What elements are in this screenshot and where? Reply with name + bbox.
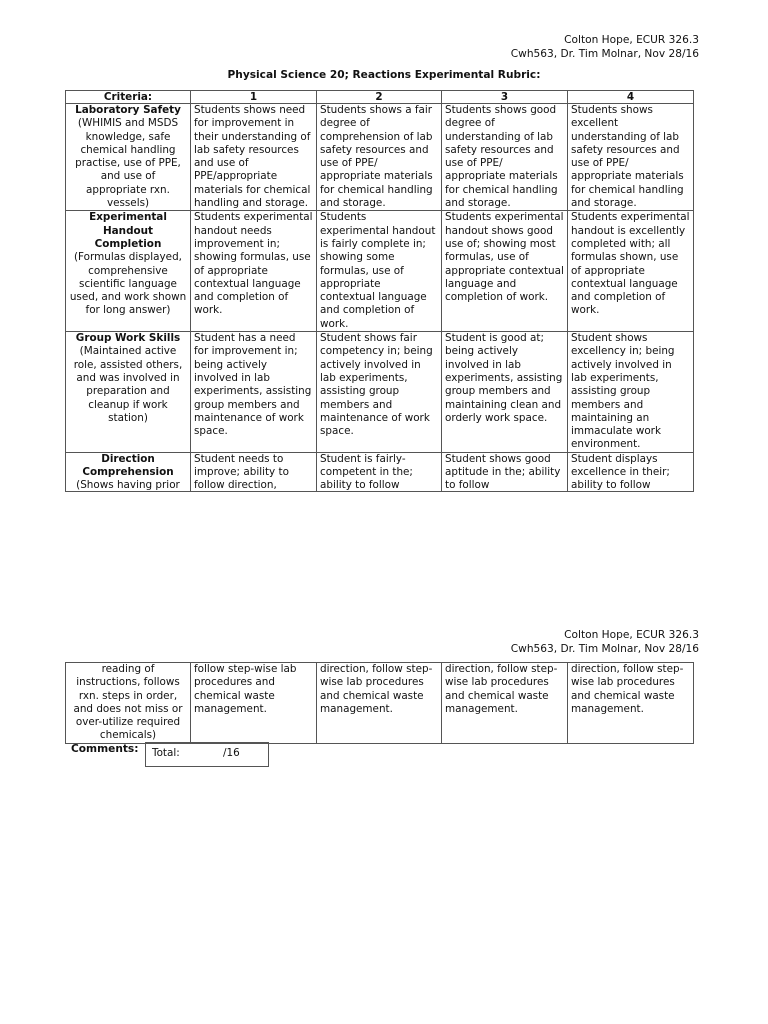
level-1-text: Student needs to improve; ability to follow direction,	[194, 452, 289, 491]
level-2-cell: direction, follow step-wise lab procedures and chemical waste management.	[317, 663, 442, 744]
level-4-cell: direction, follow step-wise lab procedures and chemical waste management.	[568, 663, 694, 744]
header-id-instructor-date: Cwh563, Dr. Tim Molnar, Nov 28/16	[510, 643, 699, 655]
col-header-level-1: 1	[191, 91, 317, 104]
rubric-table-continued	[65, 662, 694, 744]
table-row	[66, 332, 694, 453]
page2-header	[511, 628, 699, 656]
table-row	[66, 104, 694, 211]
criteria-cell	[66, 332, 191, 453]
criteria-description: (Formulas displayed, comprehensive scientific language used, and work shown for long answer)	[69, 251, 187, 317]
level-2-cell: Students experimental handout is fairly complete in; showing some formulas, use of appropriate contextual language and completion of work.	[317, 211, 442, 332]
criteria-cell	[66, 104, 191, 211]
criteria-description: (Maintained active role, assisted others, and was involved in preparation and cleanup if work station)	[73, 345, 183, 424]
rubric-table	[65, 90, 694, 492]
col-header-level-3: 3	[442, 91, 568, 104]
total-label: Total:	[152, 747, 180, 759]
col-header-level-2: 2	[317, 91, 442, 104]
level-2-cell	[317, 452, 442, 491]
level-3-text: Student shows good aptitude in the; ability to follow	[445, 452, 561, 491]
table-row	[66, 211, 694, 332]
level-4-cell: Student shows excellency in; being actively involved in lab experiments, assisting group members and maintaining an immaculate work environment.	[568, 332, 694, 453]
level-1-cell: Students experimental handout needs improvement in; showing formulas, use of appropriate contextual language and completion of work.	[191, 211, 317, 332]
header-author-course: Colton Hope, ECUR 326.3	[564, 629, 699, 641]
level-1-cell	[191, 452, 317, 491]
total-box	[145, 742, 269, 767]
criteria-cell	[66, 452, 191, 491]
criteria-name: Group Work Skills	[75, 332, 181, 345]
total-value: /16	[223, 747, 240, 759]
level-3-cell: Students experimental handout shows good use of; showing most formulas, use of appropriate contextual language and completion of work.	[442, 211, 568, 332]
header-author-course: Colton Hope, ECUR 326.3	[564, 34, 699, 46]
criteria-cell	[66, 211, 191, 332]
criteria-description: (Shows having prior	[76, 479, 180, 491]
criteria-name: Experimental Handout Completion	[89, 211, 167, 250]
level-2-cell: Student shows fair competency in; being actively involved in lab experiments, assisting group members and maintenance of work space.	[317, 332, 442, 453]
level-2-text: Student is fairly-competent in the; ability to follow	[320, 452, 413, 491]
comments-label: Comments:	[71, 743, 139, 755]
col-header-level-4: 4	[568, 91, 694, 104]
criteria-description-continued: reading of instructions, follows rxn. steps in order, and does not miss or over-utilize required chemicals)	[66, 663, 191, 744]
level-2-cell: Students shows a fair degree of comprehension of lab safety resources and use of PPE/ appropriate materials for chemical handling and storage.	[317, 104, 442, 211]
level-3-cell: Students shows good degree of understanding of lab safety resources and use of PPE/ appropriate materials for chemical handling and storage.	[442, 104, 568, 211]
level-1-cell: Students shows need for improvement in their understanding of lab safety resources and use of PPE/appropriate materials for chemical handling and storage.	[191, 104, 317, 211]
level-4-text: Student displays excellence in their; ability to follow	[571, 452, 670, 491]
rubric-title: Physical Science 20; Reactions Experimental Rubric:	[227, 69, 541, 81]
header-row	[66, 91, 694, 104]
table-row	[66, 663, 694, 744]
level-4-cell: Students experimental handout is excellently completed with; all formulas shown, use of appropriate contextual language and completion of work.	[568, 211, 694, 332]
level-3-cell: Student is good at; being actively involved in lab experiments, assisting group members and maintaining clean and orderly work space.	[442, 332, 568, 453]
criteria-name: Direction Comprehension	[82, 452, 174, 479]
header-id-instructor-date: Cwh563, Dr. Tim Molnar, Nov 28/16	[510, 48, 699, 60]
level-4-cell	[568, 452, 694, 491]
level-3-cell: direction, follow step-wise lab procedures and chemical waste management.	[442, 663, 568, 744]
col-header-criteria: Criteria:	[66, 91, 191, 104]
level-1-cell: Student has a need for improvement in; being actively involved in lab experiments, assisting group members and maintenance of work space.	[191, 332, 317, 453]
criteria-name: Laboratory Safety	[75, 104, 181, 116]
level-1-cell: follow step-wise lab procedures and chemical waste management.	[191, 663, 317, 744]
level-3-cell	[442, 452, 568, 491]
page1-header	[511, 33, 699, 61]
criteria-description: (WHIMIS and MSDS knowledge, safe chemical handling practise, use of PPE, and use of appropriate rxn. vessels)	[75, 117, 181, 210]
level-4-cell: Students shows excellent understanding of lab safety resources and use of PPE/ appropriate materials for chemical handling and storage.	[568, 104, 694, 211]
table-row	[66, 452, 694, 491]
